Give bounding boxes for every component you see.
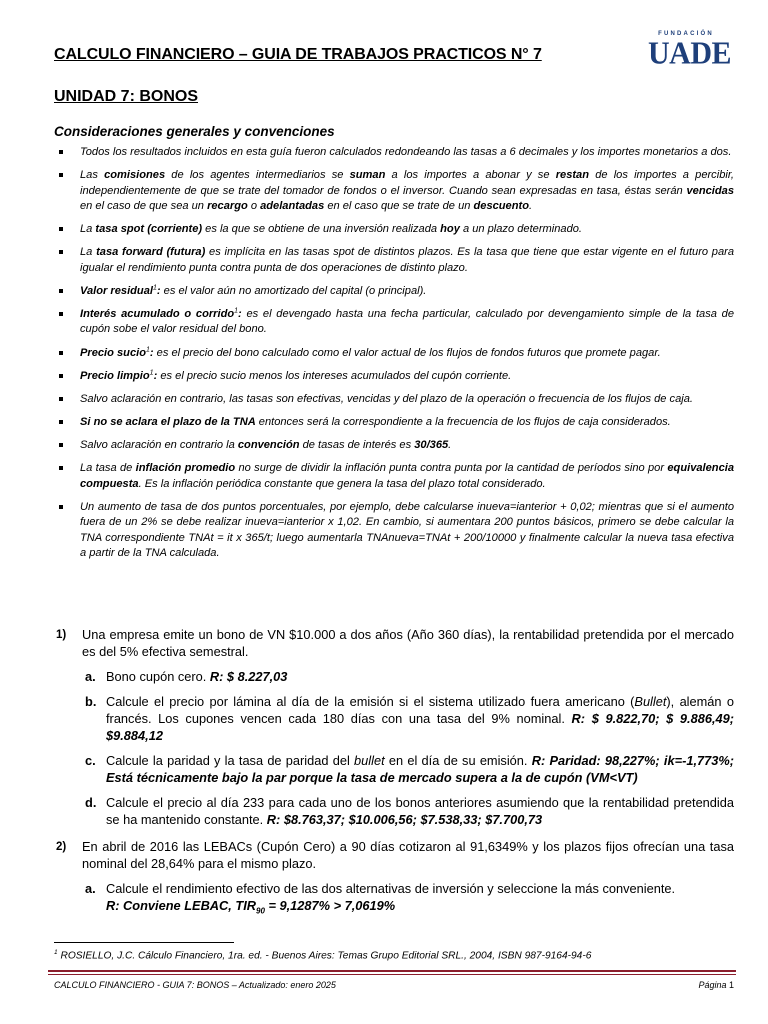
exercise-statement: Una empresa emite un bono de VN $10.000 a dos años (Año 360 días), la rentabilidad pretendida por el mercado es del 5% efectiva semestral. [82,627,734,659]
convention-item: Salvo aclaración en contrario la convención de tasas de interés es 30/365. [54,438,734,454]
convention-item: La tasa spot (corriente) es la que se obtiene de una inversión realizada hoy a un plazo determinado. [54,222,734,238]
footer-divider-thin [48,974,736,975]
convention-item: Interés acumulado o corrido$^1$: es el devengado hasta una fecha particular, calculado por devengamiento simple de la tasa de cupón sobe el valor residual del bono. [54,307,734,338]
convention-item: La tasa de inflación promedio no surge de dividir la inflación punta contra punta por la cantidad de períodos sino por equivalencia compuesta. Es la inflación periódica constante que genera la tasa del plazo total considerado. [54,461,734,492]
convention-item: Valor residual$^1$: es el valor aún no amortizado del capital (o principal). [54,284,734,300]
exercise-subitem: c. Calcule la paridad y la tasa de paridad del bullet en el día de su emisión. R: Paridad: 98,227%; ik=-1,773%; Está técnicamente bajo la par porque la tasa de mercado supera a la de cupón (VM<VT) [85,753,734,785]
logo-uade-text: UADE [648,36,732,71]
convention-item: Las comisiones de los agentes intermediarios se suman a los importes a abonar y se restan de los importes a percibir, independientemente de que se trate del tomador de fondos o el inversor. Cuando sean expresadas en tasa, éstas serán vencidas en el caso de que sea un recargo o adelantadas en el caso que se trate de un descuento. [54,168,734,215]
footer-divider [48,970,736,972]
uade-logo [648,30,732,72]
exercise-subitem: a. Bono cupón cero. R: $ 8.227,03 [85,669,288,684]
subitem-letter: b. [85,694,97,709]
subitem-letter: a. [85,669,96,684]
exercise-number: 2) [56,841,67,853]
document-title: CALCULO FINANCIERO – GUIA DE TRABAJOS PRACTICOS N° 7 [54,46,542,63]
exercise-number: 1) [56,629,67,641]
exercise [54,838,734,920]
convention-item: Precio sucio$^1$: es el precio del bono calculado como el valor actual de los flujos de fondos futuros que promete pagar. [54,346,734,362]
convention-item: Si no se aclara el plazo de la TNA entonces será la correspondiente a la frecuencia de los flujos de caja considerados. [54,415,734,431]
subitem-letter: a. [85,881,96,896]
conventions-list [54,145,734,569]
exercises-section [54,626,734,930]
convention-item: Precio limpio$^1$: es el precio sucio menos los intereses acumulados del cupón corriente. [54,369,734,385]
exercise [54,626,734,828]
unit-title: UNIDAD 7: BONOS [54,88,199,105]
exercise-subitem: d. Calcule el precio al día 233 para cada uno de los bonos anteriores asumiendo que la rentabilidad pretendida se ha mantenido constante. R: $8.763,37; $10.006,56; $7.538,33; $7.700,73 [85,795,734,827]
section-title: Consideraciones generales y convenciones [54,124,335,139]
subitem-letter: c. [85,753,96,768]
footnote-divider [54,942,234,943]
convention-item: Salvo aclaración en contrario, las tasas son efectivas, vencidas y del plazo de la operación o frecuencia de los flujos de caja. [54,392,734,408]
footnote: $^1$ ROSIELLO, J.C. Cálculo Financiero, 1ra. ed. - Buenos Aires: Temas Grupo Editorial SRL., 2004, ISBN 987-9164-94-6 [54,949,592,962]
exercise-subitem: b. Calcule el precio por lámina al día de la emisión si el sistema utilizado fuera americano (Bullet), alemán o francés. Los cupones vencen cada 180 días con una tasa del 9% nominal. R: $ 9.822,70; $ 9.886,49; $9.884,12 [85,694,734,743]
convention-item: Todos los resultados incluidos en esta guía fueron calculados redondeando las tasas a 6 decimales y los importes monetarios a dos. [54,145,734,161]
footer-text: CALCULO FINANCIERO - GUIA 7: BONOS – Actualizado: enero 2025 [54,980,336,990]
logo-foundation-text: FUNDACIÓN [658,31,714,37]
convention-item: La tasa forward (futura) es implícita en las tasas spot de distintos plazos. Es la tasa que tiene que estar vigente en el futuro para igualar el rendimiento punta contra punta de dos operaciones de distinto plazo. [54,245,734,276]
page-number: Página 1 [698,980,734,990]
subitem-letter: d. [85,795,97,810]
convention-item: Un aumento de tasa de dos puntos porcentuales, por ejemplo, debe calcularse inueva=ianterior + 0,02; mientras que si el aumento fuera de un 2% se debe realizar inueva=ianterior x 1,02. En cambio, si aumentara 200 puntos básicos, primero se debe calcular la TNA correspondiente TNAt = it x 365/t; luego aumentarla TNAnueva=TNAt + 200/10000 y finalmente calcular la nueva tasa efectiva a partir de la TNA calculada. [54,500,734,562]
exercise-statement: En abril de 2016 las LEBACs (Cupón Cero) a 90 días cotizaron al 91,6349% y los plazos fijos ofrecían una tasa nominal del 28,64% para el mismo plazo. [82,839,734,871]
exercise-subitem: a. Calcule el rendimiento efectivo de las dos alternativas de inversión y seleccione la más conveniente. R: Conviene LEBAC, $TIR_{90} = 9,1287\% > 7,0619\%$ [85,881,676,916]
